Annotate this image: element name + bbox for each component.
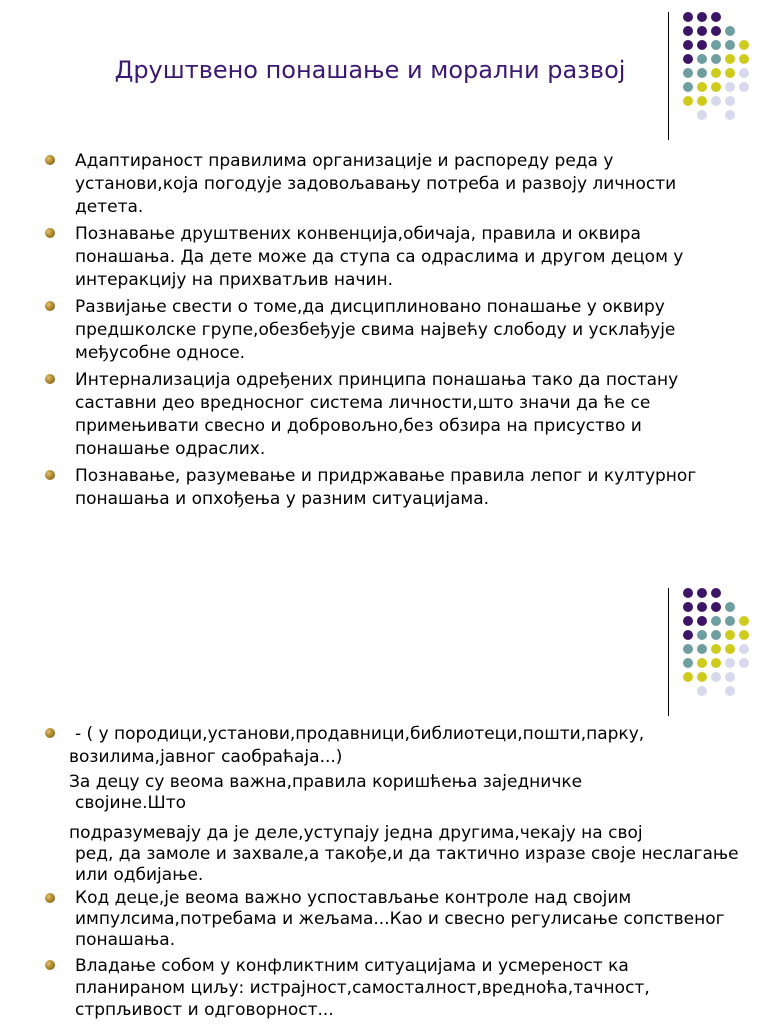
bullet-icon: [45, 374, 55, 384]
bullet-item: Интернализација одређених принципа понашања тако да постану саставни део вредносног система личности,што значи да ће се примењивати свесно и добровољно,без обзира на присуство и понашање одраслих.: [0, 369, 735, 461]
bullet-item: Познавање, разумевање и придржавање правила лепог и културног понашања и опхођења у разним ситуацијама.: [0, 465, 735, 511]
decorative-dot: [683, 588, 693, 598]
decorative-dot: [725, 672, 735, 682]
decorative-dot: [697, 40, 707, 50]
slide-title: Друштвено понашање и морални развој: [114, 56, 626, 84]
decorative-dot: [725, 96, 735, 106]
decorative-dot: [697, 54, 707, 64]
decorative-dot: [711, 54, 721, 64]
decorative-dot: [711, 96, 721, 106]
decorative-dot: [739, 40, 749, 50]
bullet-item: Адаптираност правилима организације и распореду реда у установи,која погодује задовољавању потреба и развоју личности детета.: [0, 150, 735, 219]
decorative-dot: [739, 630, 749, 640]
decorative-dot: [725, 658, 735, 668]
paragraph: За децу су веома важна,правила коришћења заједничке својине.Што: [69, 772, 583, 813]
decorative-dot: [711, 82, 721, 92]
paragraph: подразумевају да је деле,уступају једна другима,чекају на свој ред, да замоле и захвале,а такође,и да тактично изразе своје неслагање или одбијање.: [69, 823, 739, 885]
decorative-dot: [725, 26, 735, 36]
decorative-dot: [697, 96, 707, 106]
decorative-dot: [711, 644, 721, 654]
decorative-dot: [683, 602, 693, 612]
decorative-dot: [739, 82, 749, 92]
decorative-dot: [711, 12, 721, 22]
decorative-dot: [725, 68, 735, 78]
decorative-dot: [697, 588, 707, 598]
decorative-dot: [697, 672, 707, 682]
bullet-item: Код деце,је веома важно успостављање контроле над својим импулсима,потребама и жељама...Као и свесно регулисање сопственог понашања.: [0, 888, 735, 951]
decorative-dot: [683, 26, 693, 36]
bullet-item: Познавање друштвених конвенција,обичаја, правила и оквира понашања. Да дете може да ступа са одраслима и другом децом у интеракцију на прихватљив начин.: [0, 223, 735, 292]
decorative-dot: [683, 54, 693, 64]
decorative-dot: [739, 54, 749, 64]
decorative-dot: [683, 672, 693, 682]
decorative-dot: [697, 12, 707, 22]
decorative-dot: [697, 602, 707, 612]
decorative-dot: [683, 12, 693, 22]
bullet-item: - ( у породици,установи,продавници,библиотеци,пошти,парку,: [0, 723, 735, 746]
decorative-dot: [683, 40, 693, 50]
decorative-dot: [697, 630, 707, 640]
decorative-dot: [725, 110, 735, 120]
bullet-icon: [45, 470, 55, 480]
bullet-item: Развијање свести о томе,да дисциплиновано понашање у оквиру предшколске групе,обезбеђује свима највећу слободу и усклађује међусобне односе.: [0, 296, 735, 365]
decorative-dot: [711, 68, 721, 78]
decorative-dot: [711, 40, 721, 50]
decorative-dot: [711, 658, 721, 668]
decorative-dot: [711, 602, 721, 612]
decorative-dot: [683, 96, 693, 106]
decorative-dot: [711, 630, 721, 640]
decorative-dot: [711, 26, 721, 36]
bullet-item: Владање собом у конфликтним ситуацијама и усмереност ка планираном циљу: истрајност,самосталност,вредноћа,тачност, стрпљивост и одговорност...: [0, 955, 735, 1021]
decorative-dot: [697, 616, 707, 626]
decorative-dot: [739, 644, 749, 654]
decorative-dot: [697, 658, 707, 668]
decorative-dot: [683, 644, 693, 654]
content-block: [0, 723, 739, 1025]
decorative-dot: [697, 110, 707, 120]
decorative-dot: [711, 588, 721, 598]
decorative-dot: [725, 602, 735, 612]
continuation-line: возилима,јавног саобраћаја...): [69, 747, 343, 767]
decorative-dot: [683, 616, 693, 626]
decorative-dot: [725, 630, 735, 640]
decorative-dot: [725, 686, 735, 696]
decorative-dot: [697, 686, 707, 696]
decorative-dot: [711, 616, 721, 626]
decorative-dot: [697, 82, 707, 92]
decorative-dot: [725, 54, 735, 64]
decorative-dot: [683, 630, 693, 640]
decorative-dot: [697, 644, 707, 654]
decorative-dot: [725, 644, 735, 654]
bullet-icon: [45, 893, 55, 903]
decorative-dot: [739, 68, 749, 78]
decorative-dot: [725, 82, 735, 92]
decorative-dot: [711, 672, 721, 682]
decorative-dot: [683, 658, 693, 668]
decorative-dot: [725, 40, 735, 50]
decorative-dot: [739, 616, 749, 626]
divider-line: [668, 12, 669, 140]
decorative-dot: [697, 26, 707, 36]
decorative-dot: [725, 616, 735, 626]
decorative-dot: [697, 68, 707, 78]
bullet-icon: [45, 960, 55, 970]
slide-2: [0, 576, 768, 1024]
divider-line: [668, 588, 669, 716]
decorative-dot: [683, 68, 693, 78]
decorative-dot: [683, 82, 693, 92]
decorative-dot: [739, 658, 749, 668]
bullet-icon: [45, 728, 55, 738]
bullet-icon: [45, 228, 55, 238]
bullet-icon: [45, 155, 55, 165]
bullet-icon: [45, 301, 55, 311]
bullet-list: [0, 150, 735, 515]
